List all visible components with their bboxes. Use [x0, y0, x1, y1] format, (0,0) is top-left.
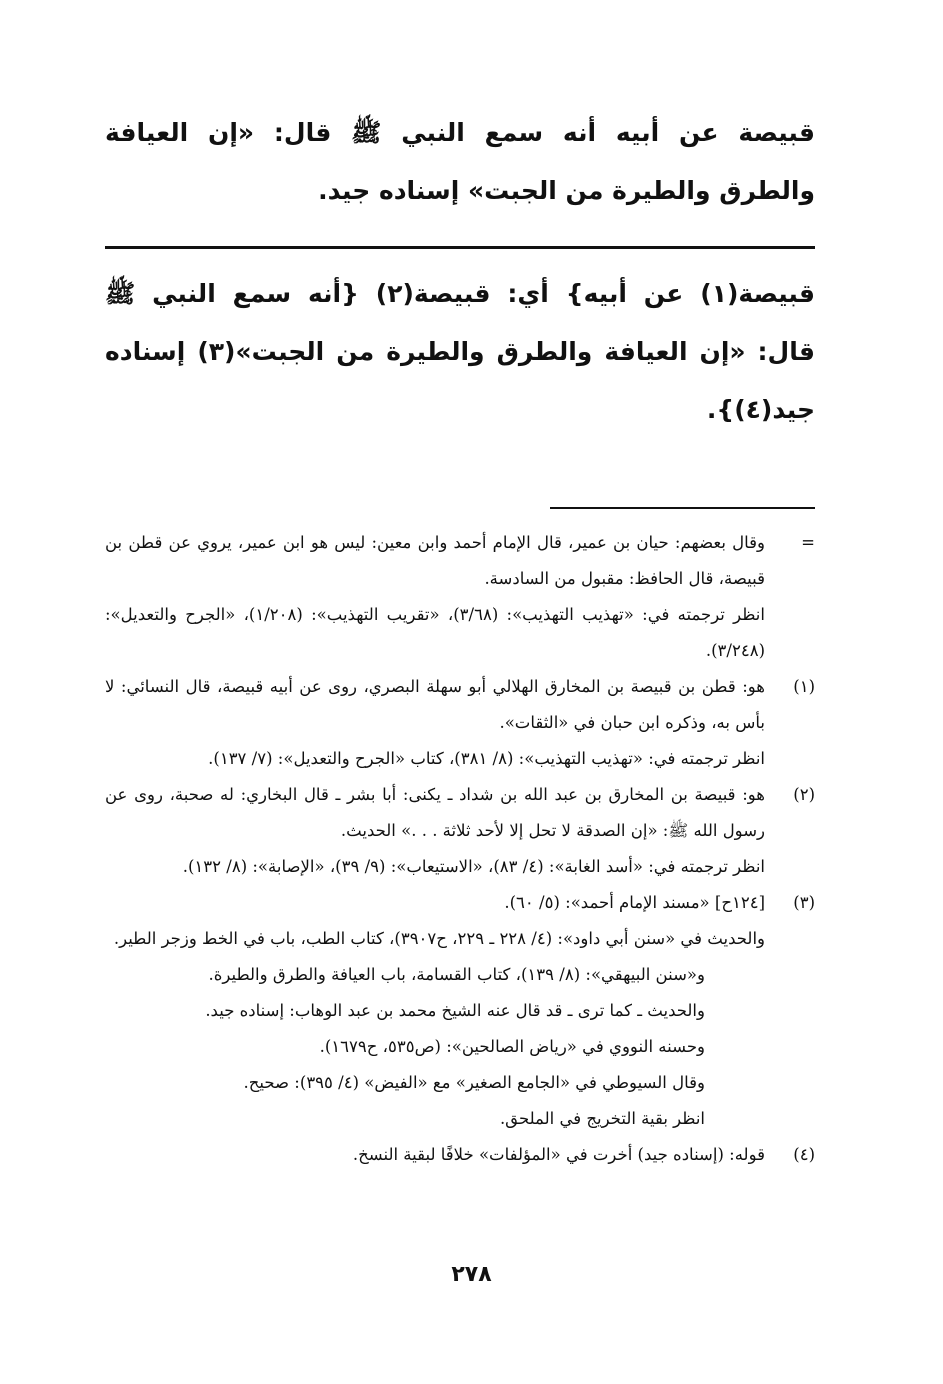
footnote-indented-block [105, 957, 765, 1137]
footnote-line: والحديث في «سنن أبي داود»: (٤/ ٢٢٨ ـ ٢٢٩، ح٣٩٠٧)، كتاب الطب، باب في الخط وزجر الطير. [113, 929, 765, 948]
footnote-continued [105, 525, 815, 669]
footnote-line: وقال بعضهم: حيان بن عمير، قال الإمام أحمد وابن معين: ليس هو ابن عمير، يروي عن قطن بن قبيصة، قال الحافظ: مقبول من السادسة. [105, 533, 765, 588]
footnote-line: هو: قطن بن قبيصة بن المخارق الهلالي أبو سهلة البصري، روى عن أبيه قبيصة، قال النسائي: لا بأس به، وذكره ابن حبان في «الثقات». [105, 677, 765, 732]
page-content [105, 100, 815, 1173]
footnote-marker: (٢) [793, 785, 815, 804]
section-divider [105, 246, 815, 249]
footnote-divider [550, 507, 815, 509]
footnote-marker: (١) [793, 677, 815, 696]
footnote-line: والحديث ـ كما ترى ـ قد قال عنه الشيخ محمد بن عبد الوهاب: إسناده جيد. [205, 1001, 705, 1020]
page-number: ٢٧٨ [451, 1262, 492, 1287]
footnote-line: [١٢٤ح] «مسند الإمام أحمد»: (٥/ ٦٠). [504, 893, 765, 912]
footnote-line: انظر ترجمته في: «تهذيب التهذيب»: (٣/٦٨)، «تقريب التهذيب»: (١/٢٠٨)، «الجرح والتعديل»: (٣/٢٤٨). [105, 605, 765, 660]
footnote-line: هو: قبيصة بن المخارق بن عبد الله بن شداد ـ يكنى: أبا بشر ـ قال البخاري: له صحبة، روى عن رسول الله ﷺ: «إن الصدقة لا تحل إلا لأحد ثلاثة . . .» الحديث. [105, 785, 765, 840]
footnote-line: وحسنه النووي في «رياض الصالحين»: (ص٥٣٥، ح١٦٧٩). [319, 1037, 705, 1056]
footnote-4 [105, 1137, 815, 1173]
footnote-line: وقال السيوطي في «الجامع الصغير» مع «الفيض» (٤/ ٣٩٥): صحيح. [243, 1073, 705, 1092]
footnote-marker: = [801, 533, 815, 552]
footnote-marker: (٣) [793, 893, 815, 912]
footnote-line: قوله: (إسناده جيد) أخرت في «المؤلفات» خلافًا لبقية النسخ. [352, 1145, 765, 1164]
footnote-3 [105, 885, 815, 1137]
footnote-line: انظر ترجمته في: «أسد الغابة»: (٤/ ٨٣)، «الاستيعاب»: (٩/ ٣٩)، «الإصابة»: (٨/ ١٣٢). [182, 857, 765, 876]
footnote-line: و«سنن البيهقي»: (٨/ ١٣٩)، كتاب القسامة، باب العيافة والطرق والطيرة. [208, 965, 705, 984]
footnote-line: انظر بقية التخريج في الملحق. [499, 1109, 705, 1128]
sharh-text: قبيصة(١) عن أبيه} أي: قبيصة(٢) {أنه سمع النبي ﷺ قال: «إن العيافة والطرق والطيرة من الجبت»(٣) إسناده جيد(٤)}. [105, 279, 816, 424]
footnote-2 [105, 777, 815, 885]
footnote-line: انظر ترجمته في: «تهذيب التهذيب»: (٨/ ٣٨١)، كتاب «الجرح والتعديل»: (٧/ ١٣٧). [208, 749, 765, 768]
matn-text: قبيصة عن أبيه أنه سمع النبي ﷺ قال: «إن العيافة والطرق والطيرة من الجبت» إسناده جيد. [105, 118, 815, 205]
footnote-1 [105, 669, 815, 777]
footnote-marker: (٤) [793, 1145, 815, 1164]
footnotes [105, 525, 815, 1173]
